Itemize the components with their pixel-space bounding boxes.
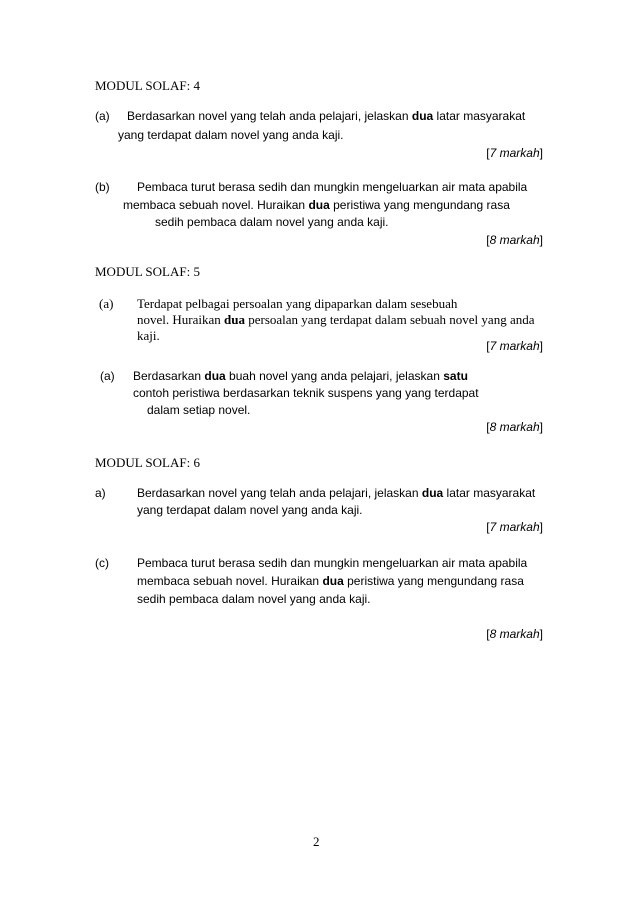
m6-qc-label: (c) <box>95 556 109 570</box>
m4-qa-line2: yang terdapat dalam novel yang anda kaji. <box>118 128 344 142</box>
m5-qa2-marks: [8 markah] <box>486 420 543 434</box>
m4-qb-line2: membaca sebuah novel. Huraikan dua peristiwa yang mengundang rasa <box>123 198 510 212</box>
m4-qb-line1: Pembaca turut berasa sedih dan mungkin mengeluarkan air mata apabila <box>137 180 528 194</box>
m6-qa-label: a) <box>95 486 106 500</box>
m5-qa-line2: novel. Huraikan dua persoalan yang terdapat dalam sebuah novel yang anda <box>137 312 535 327</box>
m6-qc-marks: [8 markah] <box>486 627 543 641</box>
m5-qa2-line2: contoh peristiwa berdasarkan teknik suspens yang yang terdapat <box>133 386 479 400</box>
modul-5-heading: MODUL SOLAF: 5 <box>95 264 200 279</box>
m6-qc-line3: sedih pembaca dalam novel yang anda kaji. <box>137 592 371 606</box>
page-number: 2 <box>313 834 320 849</box>
m5-qa-label: (a) <box>99 296 114 311</box>
m4-qb-marks: [8 markah] <box>486 233 543 247</box>
m6-qc-line2: membaca sebuah novel. Huraikan dua peristiwa yang mengundang rasa <box>137 574 524 588</box>
modul-6-heading: MODUL SOLAF: 6 <box>95 455 200 470</box>
m4-qb-label: (b) <box>95 180 110 194</box>
m4-qa-marks: [7 markah] <box>486 146 543 160</box>
m5-qa-line3: kaji. <box>137 328 160 343</box>
m4-qa-label: (a) <box>95 109 110 123</box>
m6-qa-line1: Berdasarkan novel yang telah anda pelajari, jelaskan dua latar masyarakat <box>137 486 536 500</box>
m6-qa-marks: [7 markah] <box>486 520 543 534</box>
m5-qa-line1: Terdapat pelbagai persoalan yang dipaparkan dalam sesebuah <box>137 296 458 311</box>
m6-qc-line1: Pembaca turut berasa sedih dan mungkin mengeluarkan air mata apabila <box>137 556 528 570</box>
m5-qa2-line3: dalam setiap novel. <box>147 403 251 417</box>
m5-qa-marks: [7 markah] <box>486 339 543 353</box>
modul-4-heading: MODUL SOLAF: 4 <box>95 78 200 93</box>
m5-qa2-line1: Berdasarkan dua buah novel yang anda pelajari, jelaskan satu <box>133 369 468 383</box>
m4-qb-line3: sedih pembaca dalam novel yang anda kaji. <box>155 215 389 229</box>
m6-qa-line2: yang terdapat dalam novel yang anda kaji. <box>137 503 363 517</box>
m4-qa-line1: Berdasarkan novel yang telah anda pelajari, jelaskan dua latar masyarakat <box>127 109 526 123</box>
m5-qa2-label: (a) <box>100 369 115 383</box>
